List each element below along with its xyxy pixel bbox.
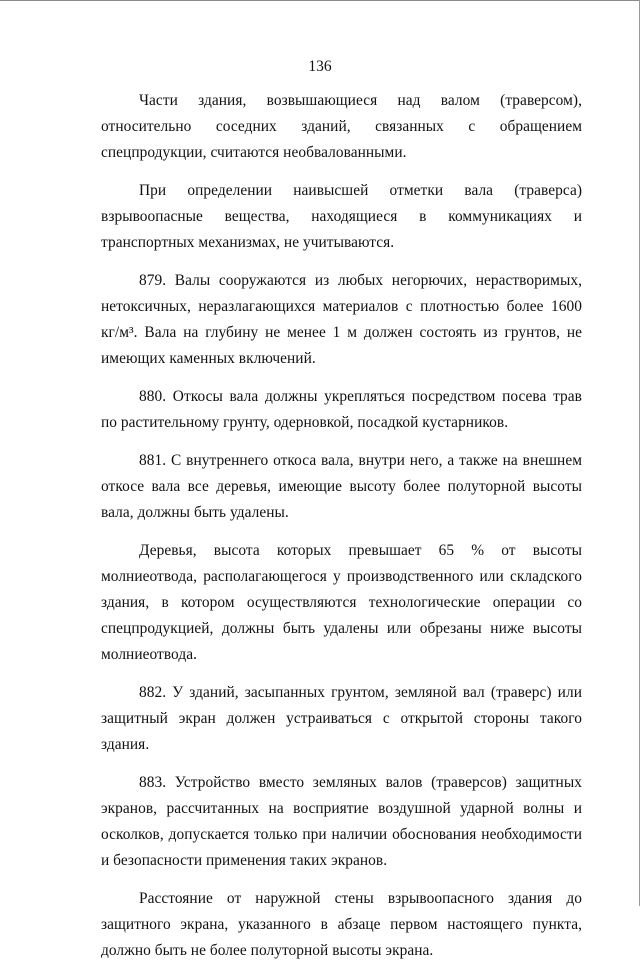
paragraph-880: 880. Откосы вала должны укрепляться посредством посева трав по растительному грунту, одерновкой, посадкой кустарников. — [101, 388, 582, 431]
page-number: 136 — [308, 58, 332, 75]
paragraph-879: 879. Валы сооружаются из любых негорючих, нерастворимых, нетоксичных, неразлагающихся материалов с плотностью более 1600 кг/м³. Вала на глубину не менее 1 м должен состоять из грунтов, не имеющих каменных включений. — [101, 272, 582, 367]
paragraph-highest-mark: При определении наивысшей отметки вала (траверса) взрывоопасные вещества, находящиеся в коммуникациях и транспортных механизмах, не учитываются. — [101, 182, 582, 251]
paragraph-screen-distance: Расстояние от наружной стены взрывоопасного здания до защитного экрана, указанного в абзаце первом настоящего пункта, должно быть не более полуторной высоты экрана. — [101, 890, 582, 959]
paragraph-881: 881. С внутреннего откоса вала, внутри него, а также на внешнем откосе вала все деревья, имеющие высоту более полуторной высоты вала, должны быть удалены. — [101, 452, 582, 521]
paragraph-elevated-parts: Части здания, возвышающиеся над валом (траверсом), относительно соседних зданий, связанных с обращением спецпродукции, считаются необвалованными. — [101, 92, 582, 161]
paragraph-882: 882. У зданий, засыпанных грунтом, земляной вал (траверс) или защитный экран должен устраиваться с открытой стороны такого здания. — [101, 684, 582, 753]
scan-edge-top — [0, 0, 640, 1]
paragraph-883: 883. Устройство вместо земляных валов (траверсов) защитных экранов, рассчитанных на восприятие воздушной ударной волны и осколков, допускается только при наличии обоснования необходимости и безопасности применения таких экранов. — [101, 774, 582, 869]
document-body — [101, 88, 582, 964]
paragraph-trees-height: Деревья, высота которых превышает 65 % от высоты молниеотвода, располагающегося у производственного или складского здания, в котором осуществляются технологические операции со спецпродукцией, должны быть удалены или обрезаны ниже высоты молниеотвода. — [101, 542, 582, 663]
